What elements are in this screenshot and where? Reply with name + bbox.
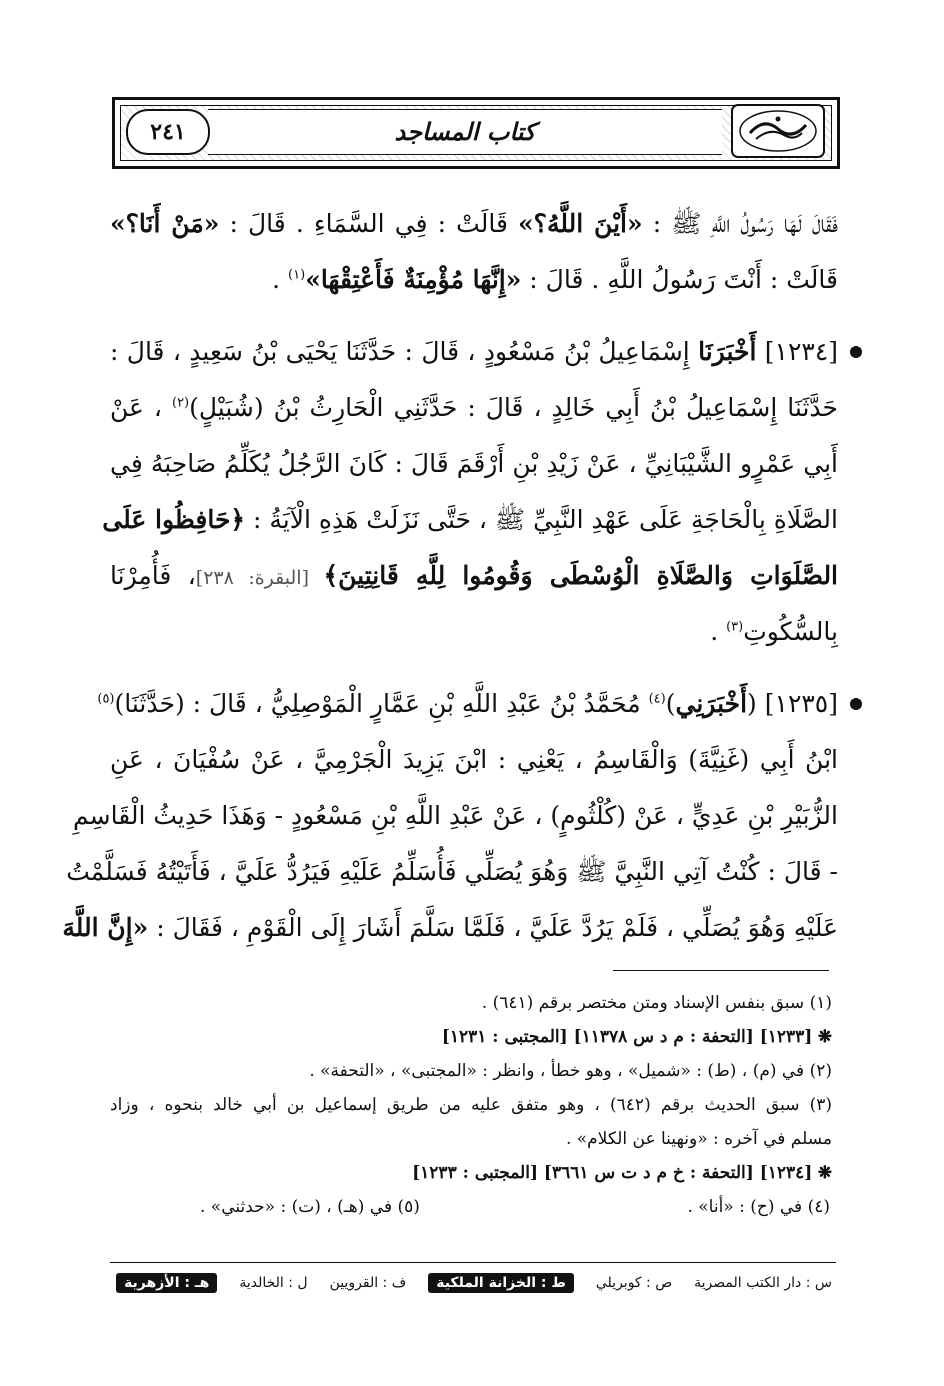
text-segment: مُحَمَّدُ بْنُ عَبْدِ اللَّهِ بْنِ عَمَّارٍ الْمَوْصِلِيُّ ، قَالَ : (حَدَّثَنَا) xyxy=(114,689,649,718)
text-segment: الصَّلَوَاتِ وَالصَّلَاةِ الْوُسْطَى وَقُومُوا لِلَّهِ قَانِتِينَ﴾ xyxy=(323,561,839,590)
legend-item: ط : الخزانة الملكية xyxy=(428,1273,574,1293)
text-line xyxy=(110,436,838,492)
footnote-5: (٥) في (هـ) ، (ت) : «حدثني» . xyxy=(200,1197,420,1217)
text-segment: إِسْمَاعِيلُ بْنُ مَسْعُودٍ ، قَالَ : حَدَّثَنَا يَحْيَى بْنُ سَعِيدٍ ، قَالَ : xyxy=(110,337,699,366)
text-segment: الزُّبَيْرِ بْنِ عَدِيٍّ ، عَنْ (كُلْثُومٍ) ، عَنْ عَبْدِ اللَّهِ بْنِ مَسْعُودٍ - وَهَذَا حَدِيثُ الْقَاسِمِ xyxy=(73,801,838,830)
text-segment: الصَّلَاةِ بِالْحَاجَةِ عَلَى عَهْدِ النَّبِيِّ ﷺ ، حَتَّى نَزَلَتْ هَذِهِ الْآيَةُ : xyxy=(245,505,838,534)
footnotes-4-5 xyxy=(110,1190,832,1224)
text-segment: أَخْبَرَنِي xyxy=(675,689,748,718)
bullet-icon xyxy=(850,346,862,358)
text-line xyxy=(73,788,838,844)
text-segment: عَلَيْهِ وَهُوَ يُصَلِّي ، فَلَمْ يَرُدَّ عَلَيَّ ، فَلَمَّا سَلَّمَ أَشَارَ إِلَى الْقَوْمِ ، فَقَالَ : xyxy=(148,913,838,942)
footnote-3-line-1: (٣) سبق الحديث برقم (٦٤٢) ، وهو متفق عليه من طريق إسماعيل بن أبي خالد بنحوه ، وزاد xyxy=(110,1095,832,1115)
text-segment: «مَنْ أَنَا؟» xyxy=(110,209,220,238)
text-line xyxy=(66,844,838,900)
text-segment: أَخْبَرَنَا xyxy=(698,337,757,366)
text-segment: ) xyxy=(665,689,676,718)
text-segment: «أَيْنَ اللَّهُ؟» xyxy=(518,209,643,238)
text-line xyxy=(110,380,838,436)
header-title-band xyxy=(208,109,722,155)
text-segment: . xyxy=(272,265,289,294)
takhrij-1233-text: [١٢٣٣] [التحفة : م د س ١١٣٧٨] [المجتبى : ١٢٣١] xyxy=(441,1027,813,1047)
text-segment: أَبِي عَمْرٍو الشَّيْبَانِيِّ ، عَنْ زَيْدِ بْنِ أَرْقَمَ قَالَ : كَانَ الرَّجُلُ يُكَلِّمُ صَاحِبَهُ فِي xyxy=(110,449,838,478)
text-segment: حَدَّثَنَا إِسْمَاعِيلُ بْنُ أَبِي خَالِدٍ ، قَالَ : حَدَّثَنِي الْحَارِثُ بْنُ (شُبَيْلٍ) xyxy=(189,393,838,422)
legend-item: ص : كوبريلي xyxy=(595,1275,673,1291)
legend-item: ف : القرويين xyxy=(329,1275,407,1291)
footnote-3-line-2: مسلم في آخره : «ونهينا عن الكلام» . xyxy=(565,1129,832,1149)
manuscript-legend xyxy=(116,1268,832,1298)
footnote-4: (٤) في (ح) : «أنا» . xyxy=(687,1197,830,1217)
text-segment: قَالَتْ : أَنْتَ رَسُولُ اللَّهِ . قَالَ : xyxy=(521,265,838,294)
text-line xyxy=(110,732,838,788)
legend-item: هـ : الأزهرية xyxy=(116,1273,217,1293)
star-icon: ❋ xyxy=(817,1027,832,1047)
publisher-logo-icon xyxy=(730,103,826,159)
text-segment: . xyxy=(710,617,727,646)
footnotes xyxy=(110,986,832,1224)
text-line xyxy=(110,196,838,252)
text-segment: [١٢٣٥] ( xyxy=(747,689,838,718)
takhrij-1233 xyxy=(110,1020,832,1054)
text-segment: فَقَالَ لَهَا رَسُولُ اللَّهِ ﷺ : xyxy=(642,209,838,238)
text-segment: ابْنُ أَبِي (غَنِيَّةَ) وَالْقَاسِمُ ، يَعْنِي : ابْنَ يَزِيدَ الْجَرْمِيَّ ، عَنْ سُفْيَانَ ، عَنِ xyxy=(110,745,838,774)
footnote-ref: (٥) xyxy=(97,691,115,707)
text-line xyxy=(97,676,838,732)
text-line xyxy=(62,900,838,956)
bullet-icon xyxy=(850,698,862,710)
text-segment: «إِنَّ اللَّهَ xyxy=(62,913,149,942)
text-segment: بِالسُّكُوتِ xyxy=(743,617,838,646)
text-segment: - قَالَ : كُنْتُ آتِي النَّبِيَّ ﷺ وَهُوَ يُصَلِّي فَأُسَلِّمُ عَلَيْهِ فَيَرُدُّ عَلَيَّ ، فَأَتَيْتُهُ فَسَلَّمْتُ xyxy=(66,857,838,886)
footnote-2: (٢) في (م) ، (ط) : «شميل» ، وهو خطأ ، وانظر : «المجتبى» ، «التحفة» . xyxy=(309,1061,832,1081)
page-header xyxy=(112,97,840,169)
footnote-separator xyxy=(613,970,829,971)
footnote-1: (١) سبق بنفس الإسناد ومتن مختصر برقم (٦٤١) . xyxy=(481,993,832,1013)
footnote-ref: (٢) xyxy=(171,395,190,411)
page-number: ٢٤١ xyxy=(126,109,210,155)
footnote-ref: (٣) xyxy=(726,619,744,635)
legend-separator xyxy=(110,1262,836,1263)
takhrij-1234 xyxy=(110,1156,832,1190)
takhrij-1234-text: [١٢٣٤] [التحفة : خ م د ت س ٣٦٦١] [المجتبى : ١٢٣٣] xyxy=(412,1163,813,1183)
text-segment: «إِنَّهَا مُؤْمِنَةٌ فَأَعْتِقْهَا» xyxy=(305,265,522,294)
text-segment: ، عَنْ xyxy=(110,393,172,422)
text-line xyxy=(110,548,838,604)
text-line xyxy=(110,252,838,308)
chapter-title: كتاب المساجد xyxy=(394,117,536,146)
text-segment: ، فَأُمِرْنَا xyxy=(110,561,196,590)
legend-item: ل : الخالدية xyxy=(239,1275,308,1291)
text-segment: [البقرة: ٢٣٨] xyxy=(195,567,324,589)
text-line xyxy=(110,604,838,660)
text-segment: [١٢٣٤] xyxy=(756,337,839,366)
text-line xyxy=(110,324,838,380)
footnote-ref: (١) xyxy=(288,267,306,283)
legend-item: س : دار الكتب المصرية xyxy=(694,1275,832,1291)
footnote-ref: (٤) xyxy=(648,691,666,707)
text-segment: ﴿حَافِظُوا عَلَى xyxy=(102,505,246,534)
star-icon: ❋ xyxy=(817,1163,832,1183)
text-line xyxy=(102,492,838,548)
text-segment: قَالَتْ : فِي السَّمَاءِ . قَالَ : xyxy=(219,209,519,238)
main-text xyxy=(62,196,839,956)
